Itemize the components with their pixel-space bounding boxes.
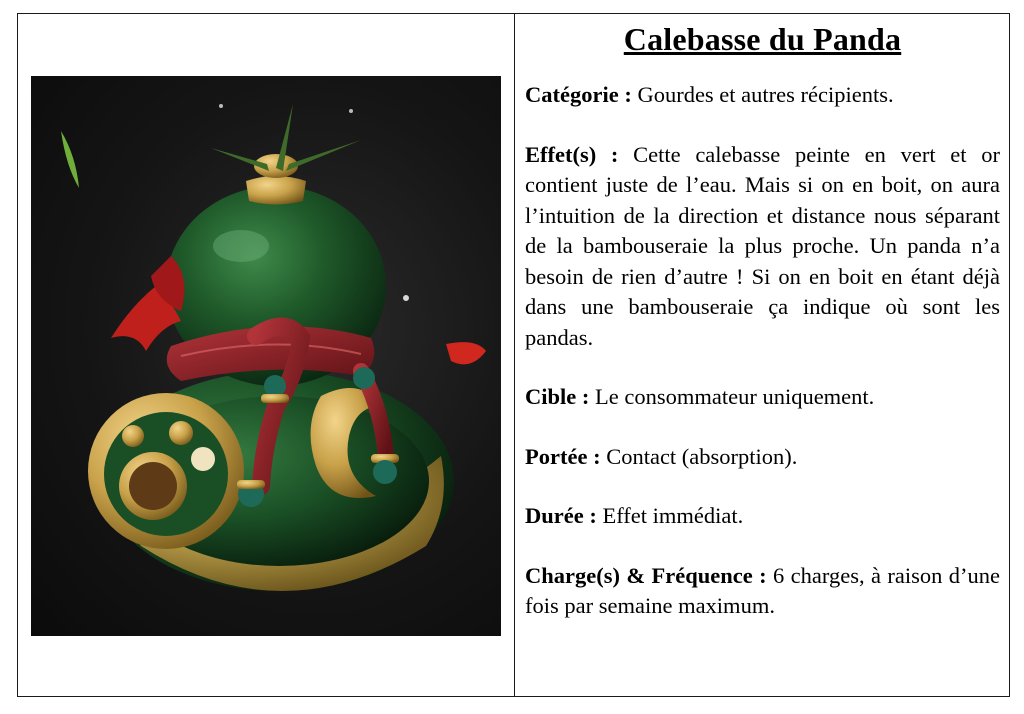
field-value: Contact (absorption). [600,443,798,469]
item-card [17,13,1010,697]
panda-gourd-illustration [31,76,501,636]
field-value: Cette calebasse peinte en vert et or contient juste de l’eau. Mais si on en boit, on aura l’intuition de la direction et distance nous séparant de la bambouseraie la plus proche. Un panda n’a besoin de rien d’autre ! Si on en boit en étant déjà dans une bambouseraie ça indique où sont les pandas. [525,141,1000,350]
field-label: Durée : [525,503,597,528]
image-column [18,14,515,696]
field-value: Le consommateur uniquement. [589,384,875,409]
field-label: Effet(s) : [525,141,619,167]
field-label: Catégorie : [525,82,632,107]
field-range [525,442,1000,473]
field-label: Portée : [525,443,601,469]
field-label: Charge(s) & Fréquence : [525,562,767,588]
description-column [515,14,1009,696]
field-value: 6 charges, à raison d’une fois par semaine maximum. [525,562,1000,618]
field-duration [525,501,1000,532]
field-effects [525,140,1000,354]
field-value: Gourdes et autres récipients. [631,82,894,107]
field-label: Cible : [525,384,590,409]
field-value: Effet immédiat. [596,503,744,528]
item-title: Calebasse du Panda [623,21,902,57]
leaf-icon [61,131,79,188]
field-charges [525,561,1000,622]
field-category [525,80,1000,111]
field-target [525,382,1000,413]
